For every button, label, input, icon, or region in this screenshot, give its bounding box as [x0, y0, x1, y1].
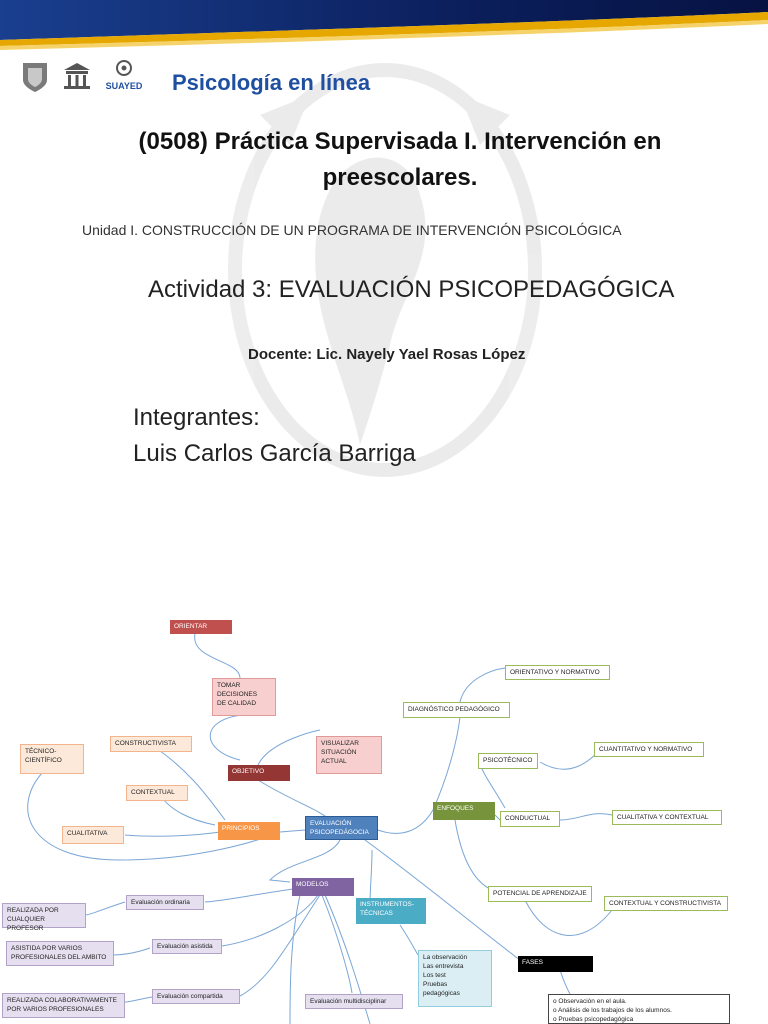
node-modelos: MODELOS	[292, 878, 354, 896]
title-slide	[0, 0, 768, 510]
mind-map	[0, 610, 768, 1024]
node-orientar: ORIENTAR	[170, 620, 232, 634]
node-tecnico-cientifico: TÉCNICO- CIENTÍFICO	[20, 744, 84, 774]
node-enfoques: ENFOQUES	[433, 802, 495, 820]
node-objetivo: OBJETIVO	[228, 765, 290, 781]
node-visualizar: VISUALIZAR SITUACIÓN ACTUAL	[316, 736, 382, 774]
node-principios: PRINCIPIOS	[218, 822, 280, 840]
header-title: Psicología en línea	[172, 70, 371, 95]
header-band	[0, 0, 768, 62]
node-evaluacion-ordinaria: Evaluación ordinaria	[126, 895, 204, 910]
node-cualitativa: CUALITATIVA	[62, 826, 124, 844]
node-constructivista: CONSTRUCTIVISTA	[110, 736, 192, 752]
svg-text:SUAYED: SUAYED	[105, 81, 143, 91]
node-evaluacion-multidisciplinar: Evaluación multidisciplinar	[305, 994, 403, 1009]
node-fases-lista: o Observación en el aula. o Análisis de los trabajos de los alumnos. o Pruebas psicopedagógica	[548, 994, 730, 1024]
course-title-line2: preescolares.	[322, 164, 478, 191]
node-instrumentos-tecnicas: INSTRUMENTOS- TÉCNICAS	[356, 898, 426, 924]
node-contextual-constructivista: CONTEXTUAL Y CONSTRUCTIVISTA	[604, 896, 728, 911]
course-title-line1: (0508) Práctica Supervisada I. Intervención en	[138, 128, 662, 155]
node-potencial-aprendizaje: POTENCIAL DE APRENDIZAJE	[488, 886, 592, 902]
building-icon	[60, 60, 94, 94]
node-diagnostico-pedagogico: DIAGNÓSTICO PEDAGÓGICO	[403, 702, 510, 718]
node-evaluacion-psicopedagogica: EVALUACIÓN PSICOPEDÁGOCIA	[305, 816, 378, 840]
node-realizada-colaborativamente: REALIZADA COLABORATIVAMENTE POR VARIOS PROFESIONALES	[2, 993, 125, 1018]
activity-title: Actividad 3: EVALUACIÓN PSICOPEDAGÓGICA	[148, 276, 675, 303]
node-cualitativa-contextual: CUALITATIVA Y CONTEXTUAL	[612, 810, 722, 825]
member-name: Luis Carlos García Barriga	[133, 440, 416, 467]
node-evaluacion-asistida: Evaluación asistida	[152, 939, 222, 954]
node-asistida-por: ASISTIDA POR VARIOS PROFESIONALES DEL AMBITO	[6, 941, 114, 966]
teacher-name: Docente: Lic. Nayely Yael Rosas López	[248, 346, 526, 363]
node-cuantitativo-normativo: CUANTITATIVO Y NORMATIVO	[594, 742, 704, 757]
node-orientativo-normativo: ORIENTATIVO Y NORMATIVO	[505, 665, 610, 680]
members-label: Integrantes:	[133, 404, 260, 431]
node-tomar-decisiones: TOMAR DECISIONES DE CALIDAD	[212, 678, 276, 716]
unit-title: Unidad I. CONSTRUCCIÓN DE UN PROGRAMA DE INTERVENCIÓN PSICOLÓGICA	[82, 222, 622, 238]
node-evaluacion-compartida: Evaluación compartida	[152, 989, 240, 1004]
suayed-icon	[100, 58, 148, 94]
node-fases: FASES	[518, 956, 593, 972]
unam-seal-icon	[20, 60, 50, 94]
node-psicotecnico: PSICOTÉCNICO	[478, 753, 538, 769]
node-contextual: CONTEXTUAL	[126, 785, 188, 801]
node-tecnicas-lista: La observación Las entrevista Los test Pruebas pedagógicas	[418, 950, 492, 1007]
node-conductual: CONDUCTUAL	[500, 811, 560, 827]
node-realizada-profesor: REALIZADA POR CUALQUIER PROFESOR	[2, 903, 86, 928]
unam-watermark	[220, 55, 550, 485]
